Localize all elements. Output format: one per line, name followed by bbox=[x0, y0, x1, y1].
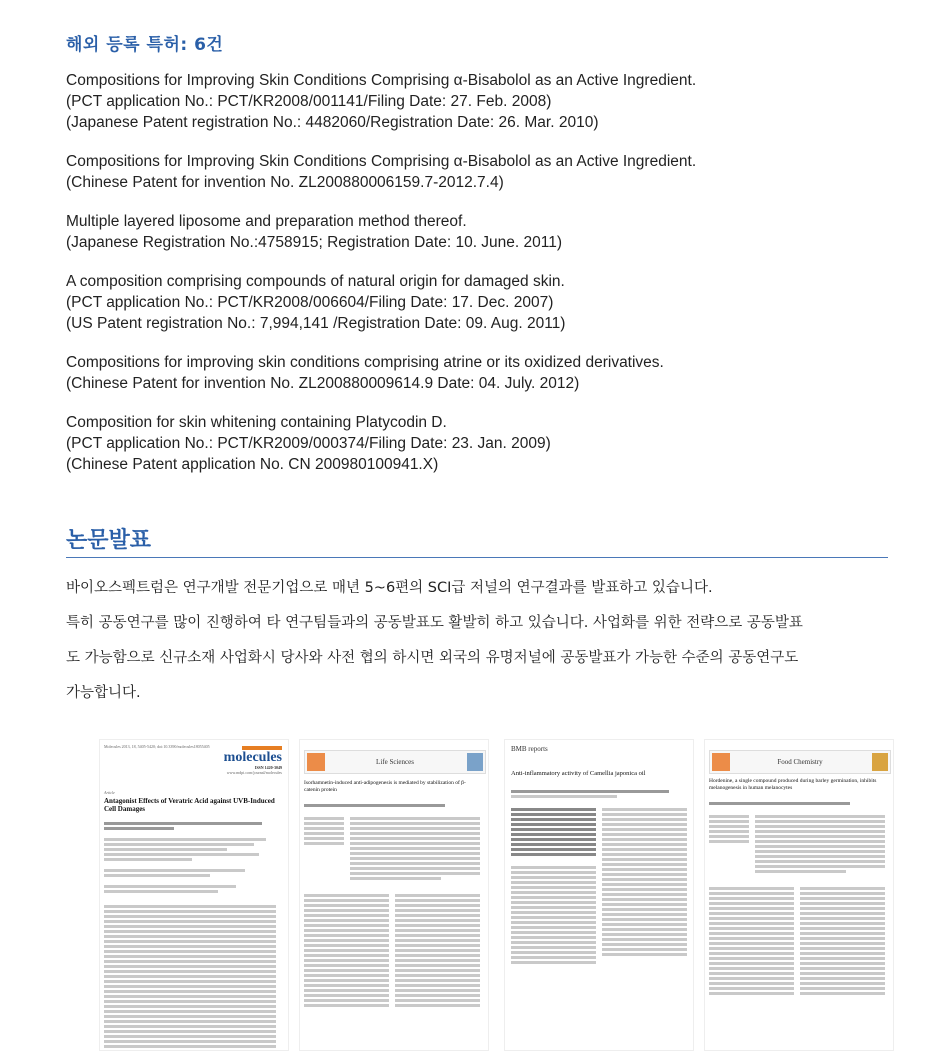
journal-cover bbox=[467, 753, 483, 771]
description-line: 도 가능함으로 신규소재 사업화시 당사와 사전 협의 하시면 외국의 유명저널에 공동발표가 가능한 수준의 공동연구도 bbox=[66, 650, 799, 666]
patent-title: Compositions for Improving Skin Conditions Comprising α-Bisabolol as an Active Ingredient. bbox=[66, 153, 697, 170]
patent-item bbox=[66, 151, 926, 193]
description-line: 특히 공동연구를 많이 진행하여 타 연구팀들과의 공동발표도 활발히 하고 있습니다. 사업화를 위한 전략으로 공동발표 bbox=[66, 615, 803, 631]
patent-detail: (Chinese Patent for invention No. ZL200880006159.7-2012.7.4) bbox=[66, 174, 504, 191]
patent-title: Multiple layered liposome and preparation method thereof. bbox=[66, 213, 467, 230]
paper-thumbnails bbox=[100, 740, 890, 1050]
patent-item bbox=[66, 352, 926, 394]
patent-detail: (PCT application No.: PCT/KR2008/006604/Filing Date: 17. Dec. 2007) bbox=[66, 294, 554, 311]
journal-url: www.mdpi.com/journal/molecules bbox=[226, 770, 282, 775]
section-divider bbox=[66, 557, 888, 558]
journal-cover bbox=[872, 753, 888, 771]
paper-title: Hordenine, a single compound produced during barley germination, inhibits melanogenesis in human melanocytes bbox=[709, 778, 877, 791]
paper-title: Isorhamnetin-induced anti-adipogenesis is mediated by stabilization of β-catenin protein bbox=[304, 780, 466, 793]
paper-thumbnail-bmb-reports[interactable] bbox=[505, 740, 693, 1050]
paper-body bbox=[304, 802, 480, 1009]
journal-name: Life Sciences bbox=[376, 758, 414, 766]
journal-name: molecules bbox=[223, 750, 282, 765]
paper-body bbox=[104, 820, 280, 1050]
patent-detail: (Japanese Patent registration No.: 4482060/Registration Date: 26. Mar. 2010) bbox=[66, 114, 599, 131]
paper-title: Antagonist Effects of Veratric Acid against UVB-Induced Cell Damages bbox=[104, 797, 275, 813]
papers-description bbox=[66, 571, 896, 711]
patent-item bbox=[66, 271, 926, 334]
description-line: 가능합니다. bbox=[66, 685, 141, 701]
paper-thumbnail-food-chemistry[interactable] bbox=[705, 740, 893, 1050]
article-type: Article bbox=[104, 790, 115, 795]
patent-list bbox=[66, 70, 926, 493]
patent-item bbox=[66, 70, 926, 133]
journal-name: BMB reports bbox=[511, 745, 548, 753]
patent-title: Composition for skin whitening containing Platycodin D. bbox=[66, 414, 447, 431]
journal-banner bbox=[709, 750, 891, 774]
patents-title: 해외 등록 특허: 6건 bbox=[66, 35, 224, 55]
journal-name: Food Chemistry bbox=[777, 758, 823, 766]
patent-detail: (PCT application No.: PCT/KR2009/000374/Filing Date: 23. Jan. 2009) bbox=[66, 435, 551, 452]
journal-banner bbox=[304, 750, 486, 774]
patent-detail: (Chinese Patent for invention No. ZL200880009614.9 Date: 04. July. 2012) bbox=[66, 375, 580, 392]
patent-detail: (US Patent registration No.: 7,994,141 /Registration Date: 09. Aug. 2011) bbox=[66, 315, 566, 332]
patent-detail: (Japanese Registration No.:4758915; Registration Date: 10. June. 2011) bbox=[66, 234, 563, 251]
papers-title: 논문발표 bbox=[66, 528, 152, 553]
patent-title: Compositions for improving skin conditions comprising atrine or its oxidized derivatives. bbox=[66, 354, 664, 371]
journal-logo bbox=[224, 746, 282, 775]
issn: ISSN 1420-3049 bbox=[254, 765, 282, 770]
patent-title: A composition comprising compounds of natural origin for damaged skin. bbox=[66, 273, 565, 290]
paper-thumbnail-life-sciences[interactable] bbox=[300, 740, 488, 1050]
patent-item bbox=[66, 211, 926, 253]
patent-detail: (Chinese Patent application No. CN 200980100941.X) bbox=[66, 456, 439, 473]
paper-body bbox=[511, 788, 687, 966]
paper-body bbox=[709, 800, 885, 997]
description-line: 바이오스펙트럼은 연구개발 전문기업으로 매년 5~6편의 SCI급 저널의 연구결과를 발표하고 있습니다. bbox=[66, 580, 713, 596]
patent-item bbox=[66, 412, 926, 475]
paper-title: Anti-inflammatory activity of Camellia japonica oil bbox=[511, 770, 646, 777]
paper-thumbnail-molecules[interactable] bbox=[100, 740, 288, 1050]
patent-detail: (PCT application No.: PCT/KR2008/001141/Filing Date: 27. Feb. 2008) bbox=[66, 93, 552, 110]
patent-title: Compositions for Improving Skin Conditions Comprising α-Bisabolol as an Active Ingredient. bbox=[66, 72, 697, 89]
paper-header: Molecules 2013, 18, 5405-5420; doi:10.3390/molecules18055405 bbox=[104, 744, 210, 749]
